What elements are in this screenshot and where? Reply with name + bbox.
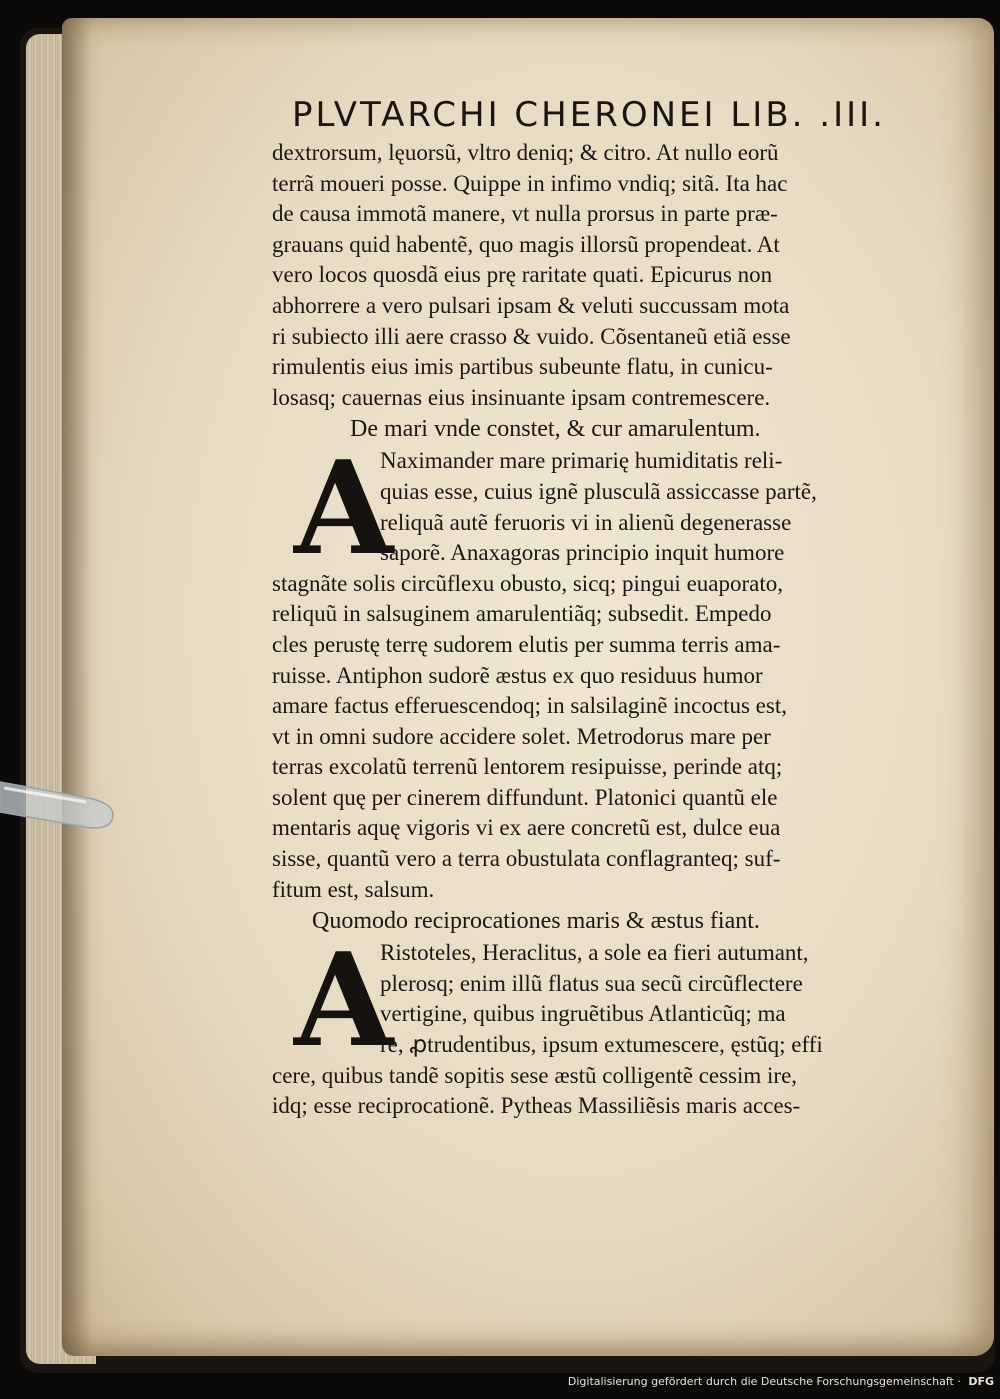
paragraph-sea xyxy=(262,569,942,906)
drop-cap-a-2: A xyxy=(294,926,394,1077)
text-line: fitum est, salsum. xyxy=(272,876,435,902)
text-line: dextrorsum, lęuorsũ, vltro deniq; & citro. At nullo eorũ xyxy=(272,140,779,165)
section-heading-tides: Quomodo reciprocationes maris & æstus fiant. xyxy=(312,908,760,935)
text-line: solent quę per cinerem diffundunt. Platonici quantũ ele xyxy=(272,784,778,810)
text-line: terras excolatũ terrenũ lentorem resipuisse, perinde atq; xyxy=(272,754,783,780)
text-line: terrã moueri posse. Quippe in infimo vndiq; sitã. Ita hac xyxy=(272,170,788,196)
text-line: vertigine, quibus ingruẽtibus Atlanticũq; ma xyxy=(380,1001,786,1027)
text-line: abhorrere a vero pulsari ipsam & veluti succussam mota xyxy=(272,292,790,318)
footer-text: Digitalisierung gefördert durch die Deutsche Forschungsgemeinschaft xyxy=(567,1375,954,1388)
text-line: saporẽ. Anaxagoras principio inquit humore xyxy=(380,540,785,566)
text-line: re, ꝓtrudentibus, ipsum extumescere, ęstũq; effi xyxy=(380,1032,823,1058)
drop-cap-a-1: A xyxy=(294,434,394,585)
text-line: mentaris aquę vigoris vi ex aere concretũ est, dulce eua xyxy=(272,815,781,841)
text-line: Ristoteles, Heraclitus, a sole ea fieri autumant, xyxy=(380,940,809,966)
text-line: quias esse, cuius ignẽ plusculã assiccasse partẽ, xyxy=(380,478,817,504)
text-line: Naximander mare primarię humiditatis reli- xyxy=(380,448,783,474)
text-line: plerosq; enim illũ flatus sua secũ circũflectere xyxy=(380,970,803,996)
text-line: losasq; cauernas eius insinuante ipsam contremescere. xyxy=(272,384,771,410)
text-line: vero locos quosdã eius prę raritate quati. Epicurus non xyxy=(272,262,773,288)
dfg-logo-icon: DFG xyxy=(968,1375,994,1388)
text-line: cere, quibus tandẽ sopitis sese æstũ colligentẽ cessim ire, xyxy=(272,1062,798,1088)
text-line: reliquũ in salsuginem amarulentiãq; subsedit. Empedo xyxy=(272,601,772,627)
text-line: sisse, quantũ vero a terra obustulata conflagranteq; suf- xyxy=(272,846,781,872)
text-line: stagnãte solis circũflexu obusto, sicq; pingui euaporato, xyxy=(272,570,783,596)
text-line: idq; esse reciprocationẽ. Pytheas Massiliẽsis maris acces- xyxy=(272,1093,801,1119)
page-gutter xyxy=(62,18,92,1356)
text-line: amare factus efferuescendoq; in salsilaginẽ incoctus est, xyxy=(272,693,787,719)
footer-credit: Digitalisierung gefördert durch die Deutsche Forschungsgemeinschaft · DFG xyxy=(567,1375,994,1388)
glass-pointer-icon xyxy=(0,772,120,834)
section-heading-sea: De mari vnde constet, & cur amarulentum. xyxy=(350,416,761,443)
text-line: rimulentis eius imis partibus subeunte flatu, in cunicu- xyxy=(272,354,773,380)
text-line: ri subiecto illi aere crasso & vuido. Cõsentaneũ etiã esse xyxy=(272,323,791,349)
text-line: grauans quid habentẽ, quo magis illorsũ propendeat. At xyxy=(272,231,780,257)
text-block xyxy=(262,138,942,1122)
paragraph-earthquake xyxy=(262,138,942,413)
text-line: vt in omni sudore accidere solet. Metrodorus mare per xyxy=(272,723,771,749)
text-line: cles perustę terrę sudorem elutis per summa terris ama- xyxy=(272,631,781,657)
text-line: ruisse. Antiphon sudorẽ æstus ex quo residuus humor xyxy=(272,662,763,688)
running-head: PLVTARCHI CHERONEI LIB. .III. xyxy=(292,95,886,135)
text-line: de causa immotã manere, vt nulla prorsus in parte præ- xyxy=(272,201,778,227)
text-line: reliquã autẽ feruoris vi in alienũ degenerasse xyxy=(380,509,792,535)
